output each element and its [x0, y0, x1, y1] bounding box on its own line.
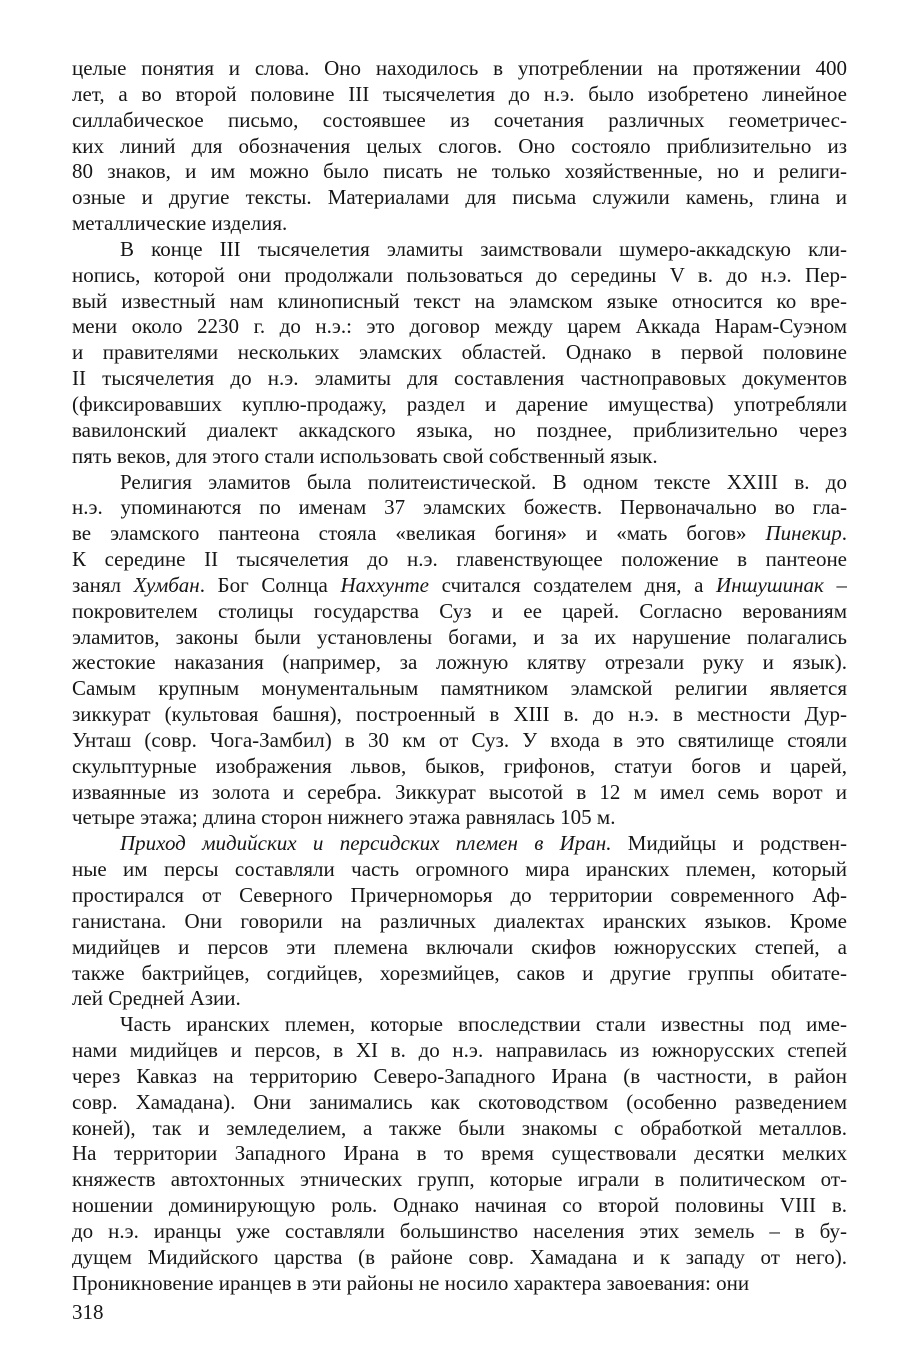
text-line: покровителем столицы государства Суз и ее царей. Согласно верованиям	[72, 598, 847, 623]
text-line: ношении доминирующую роль. Однако начиная со второй половины VIII в.	[72, 1193, 847, 1218]
text-line: эламитов, законы были установлены богами, и за их нарушение полагались	[72, 624, 847, 649]
text-line: коней), так и земледелием, а также были знакомы с обработкой металлов.	[72, 1115, 847, 1140]
text-line: ные им персы составляли часть огромного мира иранских племен, который	[72, 857, 847, 882]
text-line: нопись, которой они продолжали пользоваться до середины V в. до н.э. Пер-	[72, 262, 847, 287]
text-segment: Мидийцы и родствен-	[611, 831, 847, 856]
text-line: лет, а во второй половине III тысячелетия до н.э. было изобретено линейное	[72, 81, 847, 106]
text-line: изваянные из золота и серебра. Зиккурат высотой в 12 м имел семь ворот и	[72, 779, 847, 804]
text-line: целые понятия и слова. Оно находилось в употреблении на протяжении 400	[72, 56, 847, 80]
text-line: скульптурные изображения львов, быков, грифонов, статуи богов и царей,	[72, 753, 847, 778]
text-line: озные и другие тексты. Материалами для письма служили камень, глина и	[72, 185, 847, 210]
italic-term: Хумбан	[133, 572, 200, 597]
text-line: жестокие наказания (например, за ложную клятву отрезали руку и язык).	[72, 650, 847, 675]
italic-term: Приход мидийских и персидских племен в Иран.	[120, 831, 612, 856]
text-line: металлические изделия.	[72, 211, 288, 236]
text-line: мидийцев и персов эти племена включали скифов южнорусских степей, а	[72, 934, 847, 959]
text-line: лей Средней Азии.	[72, 986, 241, 1011]
text-line: простирался от Северного Причерноморья до территории современного Аф-	[72, 883, 847, 907]
page-number: 318	[72, 1300, 104, 1324]
text-line: через Кавказ на территорию Северо-Западного Ирана (в частности, в район	[72, 1063, 847, 1088]
text-line: ких линий для обозначения целых слогов. Оно состояло приблизительно из	[72, 133, 847, 158]
text-segment: –	[823, 572, 847, 597]
text-line: Унташ (совр. Чога-Замбил) в 30 км от Суз. У входа в это святилище стояли	[72, 727, 847, 752]
italic-term: Пинекир	[765, 521, 842, 546]
text-line: княжеств автохтонных этнических групп, которые играли в политическом от-	[72, 1167, 847, 1192]
text-line: дущем Мидийского царства (в районе совр. Хамадана и к западу от него).	[72, 1244, 847, 1269]
text-line: Часть иранских племен, которые впоследствии стали известны под име-	[120, 1012, 847, 1037]
text-line: совр. Хамадана). Они занимались как скотоводством (особенно разведением	[72, 1089, 847, 1114]
text-line: На территории Западного Ирана в то время существовали десятки мелких	[72, 1141, 847, 1166]
text-segment: занял	[72, 572, 134, 597]
text-line: зиккурат (культовая башня), построенный в XIII в. до н.э. в местности Дур-	[72, 702, 847, 727]
text-line: н.э. упоминаются по именам 37 эламских божеств. Первоначально во гла-	[72, 495, 847, 520]
text-line	[72, 521, 847, 547]
text-line: четыре этажа; длина сторон нижнего этажа равнялась 105 м.	[72, 805, 616, 830]
text-line: В конце III тысячелетия эламиты заимствовали шумеро-аккадскую кли-	[120, 236, 847, 261]
text-line: (фиксировавших куплю-продажу, раздел и дарение имущества) употребляли	[72, 391, 847, 416]
text-line: нами мидийцев и персов, в XI в. до н.э. направилась из южнорусских степей	[72, 1038, 847, 1063]
text-line: вавилонский диалект аккадского языка, но позднее, приблизительно через	[72, 417, 847, 442]
text-line: Религия эламитов была политеистической. В одном тексте XXIII в. до	[120, 469, 847, 494]
text-segment: ве эламского пантеона стояла «великая богиня» и «мать богов»	[72, 521, 766, 546]
text-line: II тысячелетия до н.э. эламиты для составления частноправовых документов	[72, 366, 847, 391]
text-line: пять веков, для этого стали использовать свой собственный язык.	[72, 443, 658, 468]
text-segment: .	[841, 521, 847, 546]
text-line: 80 знаков, и им можно было писать не только хозяйственные, но и религи-	[72, 159, 847, 184]
text-line: К середине II тысячелетия до н.э. главенствующее положение в пантеоне	[72, 547, 847, 572]
text-segment: считался создателем дня, а	[428, 572, 717, 597]
text-line: ганистана. Они говорили на различных диалектах иранских языков. Кроме	[72, 908, 847, 933]
text-line: Проникновение иранцев в эти районы не носило характера завоевания: они	[72, 1270, 750, 1295]
text-line: также бактрийцев, согдийцев, хорезмийцев, саков и другие группы обитате-	[72, 960, 847, 985]
text-segment: . Бог Солнца	[199, 572, 341, 597]
text-line	[72, 573, 847, 599]
text-line: вый известный нам клинописный текст на эламском языке относится ко вре-	[72, 288, 847, 313]
text-line: и правителями нескольких эламских областей. Однако в первой половине	[72, 340, 847, 365]
text-line: силлабическое письмо, состоявшее из сочетания различных геометричес-	[72, 107, 847, 132]
body-text	[72, 56, 847, 1297]
italic-term: Иншушинак	[716, 572, 824, 597]
text-line: до н.э. иранцы уже составляли большинство населения этих земель – в бу-	[72, 1218, 847, 1243]
text-line	[72, 831, 847, 857]
text-line: мени около 2230 г. до н.э.: это договор между царем Аккада Нарам-Суэном	[72, 314, 847, 339]
italic-term: Наххунте	[340, 572, 429, 597]
text-line: Самым крупным монументальным памятником эламской религии является	[72, 676, 847, 701]
